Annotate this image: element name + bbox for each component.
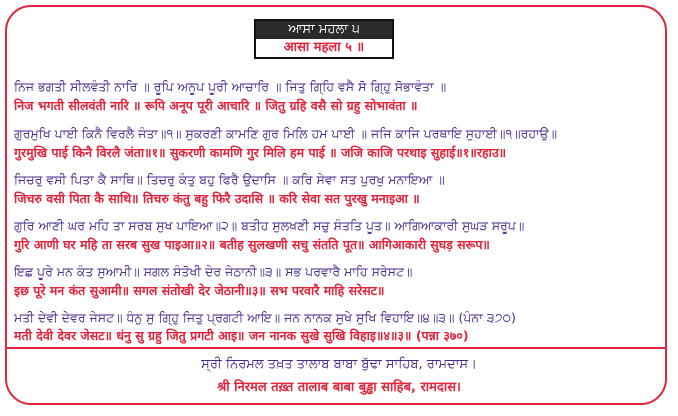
- verse-3-devanagari: जिचरु वसी पिता कै साथि॥ तिचरु कंतु बहु फिरै उदासि ॥ करि सेवा सत पुरखु मनाइआ ॥: [14, 191, 420, 206]
- verse-3-gurmukhi: ਜਿਚਰੁ ਵਸੀ ਪਿਤਾ ਕੈ ਸਾਥਿ॥ ਤਿਚਰੁ ਕੰਤੁ ਬਹੁ ਫਿਰੈ ਉਦਾਸਿ ॥ ਕਰਿ ਸੇਵਾ ਸਤ ਪੁਰਖੁ ਮਨਾਇਆ ॥: [14, 172, 445, 187]
- footer-devanagari: श्री निरमल तख़्त तालाब बाबा बुड्ढा साहिब, रामदास।: [217, 380, 461, 395]
- verse-1-gurmukhi: ਨਿਜ ਭਗਤੀ ਸੀਲਵੰਤੀ ਨਾਰਿ ॥ ਰੂਪਿ ਅਨੂਪ ਪੂਰੀ ਆਚਾਰਿ ॥ ਜਿਤੁ ਗਿ੍ਹਿ ਵਸੈ ਸੋ ਗਿ੍ਹੁ ਸੋਭਾਵੰਤਾ ॥: [14, 79, 447, 94]
- footer-gurmukhi: ਸ੍ਰੀ ਨਿਰਮਲ ਤਖ਼ਤ ਤਾਲਾਬ ਬਾਬਾ ਬੁੱਢਾ ਸਾਹਿਬ, ਰਾਮਦਾਸ।: [201, 357, 477, 372]
- verse-4-devanagari: गुरि आणी घर महि ता सरब सुख पाइआ॥२॥ बतीह सुलखणी सचु संतति पूत॥ आगिआकारी सुघड़ सरूप॥: [14, 237, 490, 252]
- verse-6-devanagari: मती देवी देवर जेसट॥ धंनु सु ग्रहु जितु प्रगटी आइ॥ जन नानक सुखे सुखि विहाइ॥४॥३॥ (पन्ना ३७०): [14, 328, 469, 343]
- title-box: [254, 19, 394, 59]
- title-gurmukhi: ਆਸਾ ਮਹਲਾ ੫: [256, 21, 392, 39]
- footer-divider: [5, 347, 667, 405]
- verse-5-gurmukhi: ਇਛ ਪੂਰੇ ਮਨ ਕੰਤ ਸੁਆਮੀ॥ ਸਗਲ ਸੰਤੋਖੀ ਦੇਰ ਜੇਠਾਨੀ॥੩॥ ਸਭ ਪਰਵਾਰੈ ਮਾਹਿ ਸਰੇਸਟ॥: [14, 264, 413, 279]
- verse-6-gurmukhi: ਮਤੀ ਦੇਵੀ ਦੇਵਰ ਜੇਸਟ॥ ਧੰਨੁ ਸੁ ਗਿ੍ਹੁ ਜਿਤੁ ਪ੍ਰਗਟੀ ਆਇ॥ ਜਨ ਨਾਨਕ ਸੁਖੇ ਸੁਖਿ ਵਿਹਾਇ॥੪॥੩॥ (ਪੰਨਾ ੩੭੦): [14, 310, 516, 325]
- verse-4-gurmukhi: ਗੁਰਿ ਆਣੀ ਘਰ ਮਹਿ ਤਾ ਸਰਬ ਸੁਖ ਪਾਇਆ॥੨॥ ਬਤੀਹ ਸੁਲਖਣੀ ਸਚੁ ਸੰਤਤਿ ਪੂਤ॥ ਆਗਿਆਕਾਰੀ ਸੁਘੜ ਸਰੂਪ॥: [14, 218, 525, 233]
- title-devanagari: आसा महला ५ ॥: [256, 39, 392, 57]
- verse-1-devanagari: निज भगती सीलवंती नारि ॥ रूपि अनूप पूरी आचारि ॥ जितु ग्रहि वसै सो ग्रहु सोभावंता ॥: [14, 98, 418, 113]
- verse-5-devanagari: इछ पूरे मन कंत सुआमी॥ सगल संतोखी देर जेठानी॥३॥ सभ परवारै माहि सरेसट॥: [14, 283, 385, 298]
- verse-2-devanagari: गुरमुखि पाई किनै विरलै जंता॥१॥ सुकरणी कामणि गुर मिलि हम पाई ॥ जजि काजि परथाइ सुहाई॥१॥रहाउ॥: [14, 145, 507, 160]
- verse-2-gurmukhi: ਗੁਰਮੁਖਿ ਪਾਈ ਕਿਨੈ ਵਿਰਲੈ ਜੰਤਾ॥੧॥ ਸੁਕਰਣੀ ਕਾਮਣਿ ਗੁਰ ਮਿਲਿ ਹਮ ਪਾਈ ॥ ਜਜਿ ਕਾਜਿ ਪਰਥਾਇ ਸੁਹਾਈ॥੧॥ਰਹਾਉ॥: [14, 126, 558, 141]
